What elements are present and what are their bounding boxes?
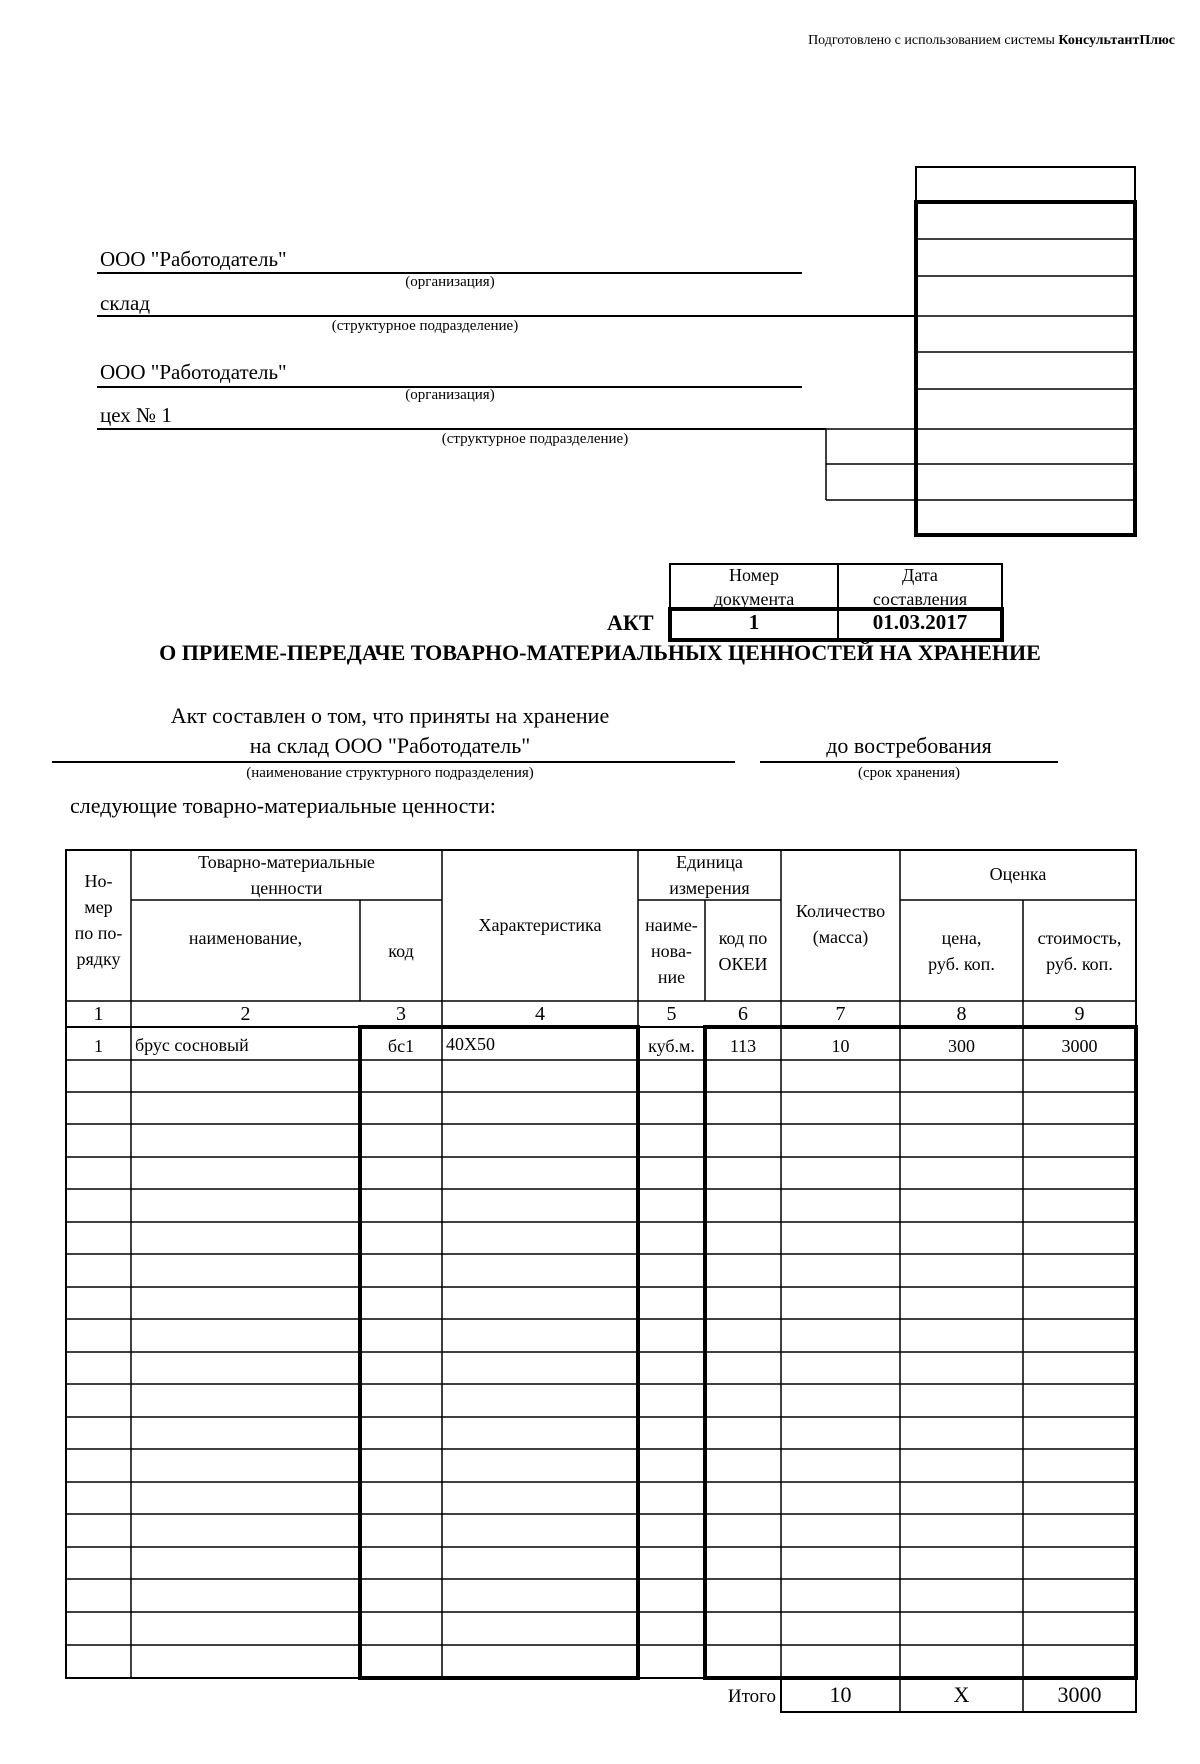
- col-number: 4: [535, 1003, 545, 1025]
- doc-date-header: [838, 563, 1002, 611]
- hdr-okei: [705, 925, 781, 977]
- source-note-prefix: Подготовлено с использованием системы: [808, 33, 1055, 48]
- dept2-value: цех № 1: [100, 403, 172, 427]
- hdr-price-l2: руб. коп.: [928, 954, 995, 974]
- hdr-price: [900, 925, 1023, 977]
- org2-value: ООО "Работодатель": [100, 360, 287, 384]
- intro-line1: Акт составлен о том, что приняты на хранение: [170, 703, 610, 728]
- hdr-qty-l1: Количество: [795, 901, 886, 921]
- row-name: брус сосновый: [135, 1035, 249, 1055]
- org1-value: ООО "Работодатель": [100, 247, 287, 271]
- row-cost: 3000: [1061, 1036, 1098, 1056]
- doc-number-header-line1: Номер: [728, 565, 780, 585]
- hdr-qty-l2: (масса): [812, 927, 869, 947]
- total-price: Х: [953, 1682, 970, 1707]
- intro-place-caption: (наименование структурного подразделения): [246, 765, 534, 781]
- hdr-num-l3: по по-: [74, 923, 123, 943]
- hdr-char: Характеристика: [478, 915, 602, 935]
- col-number: 8: [956, 1003, 967, 1025]
- source-note-brand: КонсультантПлюс: [1058, 33, 1175, 48]
- row-okei: 113: [729, 1036, 757, 1056]
- hdr-eval: Оценка: [989, 864, 1047, 884]
- hdr-unit-name-l1: наиме-: [645, 915, 698, 935]
- hdr-code: код: [388, 941, 414, 961]
- doc-date-header-line2: составления: [872, 589, 968, 609]
- hdr-cost: [1023, 925, 1136, 977]
- intro-line2: следующие товарно-материальные ценности:: [70, 793, 496, 818]
- hdr-name: наименование,: [188, 928, 303, 948]
- total-qty: 10: [829, 1682, 852, 1707]
- intro-place-value: на склад ООО "Работодатель": [249, 733, 531, 758]
- row-qty: 10: [831, 1036, 850, 1056]
- hdr-tmc-l2: ценности: [250, 878, 323, 898]
- hdr-cost-l2: руб. коп.: [1046, 954, 1113, 974]
- hdr-num-l1: Но-: [84, 871, 113, 891]
- doc-date-header-line1: Дата: [902, 565, 938, 585]
- col-number: 1: [93, 1003, 104, 1025]
- org1-caption: (организация): [405, 274, 495, 290]
- col-number: 2: [240, 1003, 251, 1025]
- col-number: 6: [738, 1003, 748, 1025]
- dept2-caption: (структурное подразделение): [441, 431, 629, 447]
- row-code: бс1: [387, 1036, 415, 1056]
- total-cost: 3000: [1057, 1682, 1102, 1707]
- doc-number-header-line2: документа: [713, 589, 795, 609]
- col-number: 9: [1074, 1003, 1085, 1025]
- doc-number-header: [670, 563, 838, 611]
- col-number: 5: [666, 1003, 677, 1025]
- intro-term-value: до востребования: [826, 733, 992, 758]
- doc-number-value: 1: [748, 610, 760, 634]
- hdr-unit-name-l2: нова-: [651, 941, 692, 961]
- org2-caption: (организация): [405, 387, 495, 403]
- col-number: 7: [835, 1003, 846, 1025]
- hdr-okei-l2: ОКЕИ: [718, 954, 768, 974]
- hdr-unit-name: [638, 912, 705, 990]
- row-unit: куб.м.: [648, 1036, 695, 1056]
- dept1-value: склад: [100, 291, 151, 315]
- intro-term-caption: (срок хранения): [858, 765, 960, 781]
- dept1-caption: (структурное подразделение): [331, 318, 519, 334]
- hdr-num-l4: рядку: [76, 949, 121, 969]
- akt-subtitle: О ПРИЕМЕ-ПЕРЕДАЧЕ ТОВАРНО-МАТЕРИАЛЬНЫХ ЦЕННОСТЕЙ НА ХРАНЕНИЕ: [159, 640, 1041, 665]
- hdr-tmc-l1: Товарно-материальные: [198, 852, 375, 872]
- hdr-unit-l1: Единица: [676, 852, 743, 872]
- row-price: 300: [948, 1036, 975, 1056]
- hdr-qty: [781, 898, 900, 950]
- akt-title: АКТ: [607, 610, 654, 635]
- hdr-cost-l1: стоимость,: [1037, 928, 1122, 948]
- col-number: 3: [396, 1003, 406, 1025]
- total-label: Итого: [727, 1686, 776, 1707]
- hdr-tmc: [131, 849, 442, 901]
- hdr-num: [66, 868, 131, 972]
- hdr-okei-l1: код по: [718, 928, 768, 948]
- hdr-unit: [638, 849, 781, 901]
- row-num: 1: [94, 1036, 103, 1056]
- hdr-num-l2: мер: [84, 897, 113, 917]
- doc-date-value: 01.03.2017: [872, 610, 968, 634]
- hdr-unit-l2: измерения: [669, 878, 750, 898]
- hdr-unit-name-l3: ние: [657, 967, 686, 987]
- hdr-price-l1: цена,: [941, 928, 982, 948]
- row-char: 40Х50: [446, 1034, 495, 1054]
